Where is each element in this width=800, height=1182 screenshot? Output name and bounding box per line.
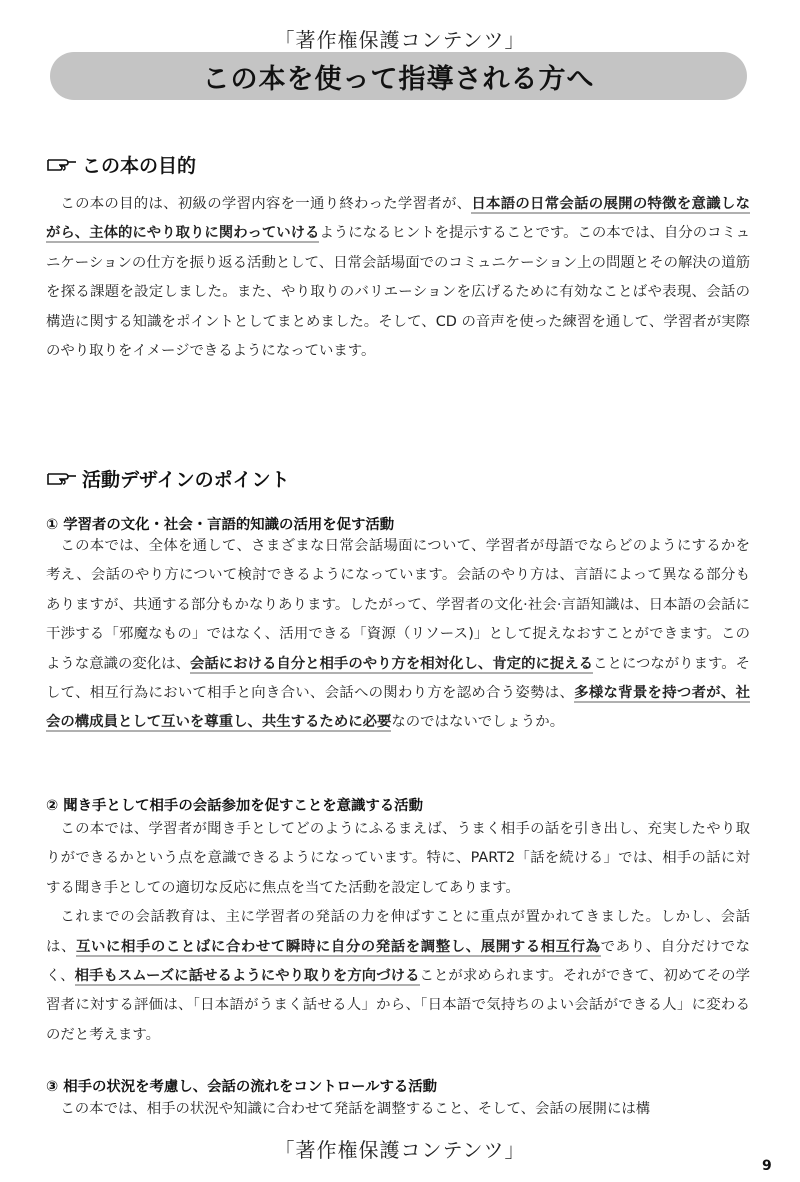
- purpose-paragraph: この本の目的は、初級の学習内容を一通り終わった学習者が、日本語の日常会話の展開の特徴を意識しながら、主体的にやり取りに関わっていけるようになるヒントを提示することです。この本では、自分のコミュニケーションの仕方を振り返る活動として、日常会話場面でのコミュニケーション上の問題とその解決の道筋を探る課題を設定しました。また、やり取りのバリエーションを広げるために有効なことばや表現、会話の構造に関する知識をポイントとしてまとめました。そして、CD の音声を使った練習を通して、学習者が実際のやり取りをイメージできるようになっています。: [46, 196, 750, 360]
- activity-3-paragraph: この本では、相手の状況や知識に合わせて発話を調整すること、そして、会話の展開には構: [60, 1101, 651, 1117]
- activity-2-paragraphs: この本では、学習者が聞き手としてどのようにふるまえば、うまく相手の話を引き出し、充実したやり取りができるかという点を意識できるようになっています。特に、PART2「話を続ける」では、相手の話に対する聞き手としての適切な反応に焦点を当てた活動を設定してあります。 これまでの会話教育は、主に学習者の発話の力を伸ばすことに重点が置かれてきました。しかし、会話は、互いに相手のことばに合わせて瞬時に自分の発話を調整し、展開する相互行為であり、自分だけでなく、相手もスムーズに話せるようにやり取りを方向づけることが求められます。それができて、初めてその学習者に対する評価は、「日本語がうまく話せる人」から、「日本語で気持ちのよい会話ができる人」に変わるのだと考えます。: [46, 821, 751, 1043]
- copyright-watermark-bottom: 「著作権保護コンテンツ」: [274, 1138, 526, 1162]
- section-heading-text: この本の目的: [82, 154, 197, 177]
- activity-3-heading: ③ 相手の状況を考慮し、会話の流れをコントロールする活動: [46, 1079, 438, 1095]
- section-heading-purpose: [46, 150, 196, 178]
- activity-1-paragraph: この本では、全体を通して、さまざまな日常会話場面について、学習者が母語でならどのようにするかを考え、会話のやり方について検討できるようになっています。会話のやり方は、言語によって異なる部分もありますが、共通する部分もかなりあります。したがって、学習者の文化·社会·言語知識は、日本語の会話に干渉する「邪魔なもの」ではなく、活用できる「資源（リソース)」として捉えなおすことができます。このような意識の変化は、会話における自分と相手のやり方を相対化し、肯定的に捉えることにつながります。そして、相互行為において相手と向き合い、会話への関わり方を認め合う姿勢は、多様な背景を持つ者が、社会の構成員として互いを尊重し、共生するために必要なのではないでしょうか。: [46, 538, 750, 731]
- activity-2-heading: ② 聞き手として相手の会話参加を促すことを意識する活動: [46, 798, 423, 814]
- section-heading-text: 活動デザインのポイント: [82, 468, 290, 491]
- copyright-watermark-top: 「著作権保護コンテンツ」: [274, 28, 526, 52]
- pointing-hand-icon: [46, 155, 78, 173]
- pointing-hand-icon: [46, 469, 78, 487]
- activity-1-heading: ① 学習者の文化・社会・言語的知識の活用を促す活動: [46, 517, 395, 533]
- page-title: この本を使って指導される方へ: [50, 52, 747, 100]
- page-number: 9: [762, 1158, 772, 1174]
- section-heading-design-points: [46, 464, 290, 492]
